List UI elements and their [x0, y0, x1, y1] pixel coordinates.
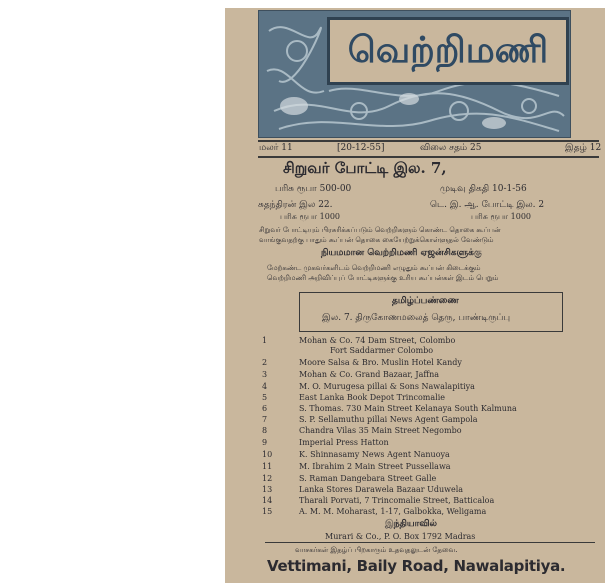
agent-entry: K. Shinnasamy News Agent Nanuoya: [299, 450, 450, 459]
agent-number: 3: [262, 370, 268, 379]
agent-number: 9: [262, 438, 268, 447]
contest-right: டெ. இ. ஆ. போட்டி இல. 2: [430, 200, 545, 210]
agent-number: 15: [262, 507, 273, 516]
agent-entry: M. O. Murugesa pillai & Sons Nawalapitiya: [299, 382, 475, 391]
agency-heading: நியமமான வெற்றிமணி ஏஜன்சிகளுக்கு: [321, 248, 482, 258]
agent-entry: Moore Salsa & Bro. Muslin Hotel Kandy: [299, 358, 462, 367]
agent-entry: Fort Saddarmer Colombo: [330, 346, 434, 355]
head-agent-box: [299, 292, 563, 332]
agent-number: 6: [262, 404, 268, 413]
agent-number: 11: [262, 462, 273, 471]
agent-entry: S. P. Sellamuthu pillai News Agent Gampola: [299, 415, 478, 424]
agent-number: 2: [262, 358, 268, 367]
agent-entry: S. Raman Dangebara Street Galle: [299, 474, 437, 483]
agent-entry: Mohan & Co. 74 Dam Street, Colombo: [299, 336, 456, 345]
notice-line: வாங்குவதற்கு பாதும் கூப்பன் தொகை கையேற்றுக்கொள்ளுதல் வேண்டும்: [259, 236, 494, 244]
agent-entry: S. Thomas. 730 Main Street Kelanaya South Kalmuna: [299, 404, 517, 413]
agent-entry: Lanka Stores Darawela Bazaar Uduwela: [299, 485, 464, 494]
agent-number: 4: [262, 382, 268, 391]
head-agent-address: இல. 7. திருகோணமலைத் தெரு, பாண்டிருப்பு: [322, 313, 511, 323]
agent-entry: Mohan & Co. Grand Bazaar, Jaffna: [299, 370, 439, 379]
agent-entry: A. M. M. Moharast, 1-17, Galbokka, Weligama: [299, 507, 487, 516]
notice-line: சிறுவர் போட்டியும் பிரசுரிக்கப்படும் வெற்றிகளும் கொண்ட தொகை கூப்பன்: [259, 226, 501, 234]
magazine-page: [225, 8, 605, 583]
india-agent: Murari & Co., P. O. Box 1792 Madras: [325, 532, 476, 541]
agent-number: 10: [262, 450, 273, 459]
masthead-banner: [258, 10, 571, 138]
divider: [258, 156, 599, 158]
india-heading: இந்தியாவில்: [385, 519, 438, 529]
publisher-address: Vettimani, Baily Road, Nawalapitiya.: [267, 557, 566, 575]
agent-entry: East Lanka Book Depot Trincomalie: [299, 393, 445, 402]
issue-number: இதழ் 12: [565, 143, 602, 153]
contest-left: சுதந்திரன் இல 22.: [258, 200, 333, 210]
head-agent-name: தமிழ்ப்பண்ணை: [392, 296, 459, 306]
closing-date: முடிவு திகதி 10-1-56: [440, 184, 527, 194]
divider: [265, 542, 595, 543]
agent-number: 8: [262, 426, 268, 435]
divider: [258, 140, 599, 142]
prize-amount: பரிசு ரூபா 500-00: [275, 184, 352, 194]
prize-left: பரிசு ரூபா 1000: [280, 212, 341, 221]
footer-note: வாசகர்கள் இதழ்ப் பிறகாரும் உதவுதலுடன் தேவை.: [295, 546, 458, 554]
prize-right: பரிசு ரூபா 1000: [471, 212, 532, 221]
sub-line: வெற்றிமணி அறிவிப்புப் போட்டிகளுக்கு உரிய கூப்பன்கள் இடம் பெறும்: [267, 274, 499, 282]
agent-number: 7: [262, 415, 268, 424]
agent-number: 14: [262, 496, 273, 505]
agent-number: 5: [262, 393, 268, 402]
price-label: விலை சதம் 25: [420, 143, 482, 153]
volume-label: மலர் 11: [259, 143, 293, 153]
contest-title: சிறுவர் போட்டி இல. 7,: [283, 159, 447, 177]
agent-entry: Imperial Press Hatton: [299, 438, 389, 447]
issue-date: [20-12-55]: [337, 143, 385, 153]
agent-entry: M. Ibrahim 2 Main Street Pussellawa: [299, 462, 451, 471]
agent-number: 13: [262, 485, 273, 494]
agent-entry: Chandra Vilas 35 Main Street Negombo: [299, 426, 462, 435]
magazine-title: வெற்றிமணி: [327, 17, 569, 85]
agent-entry: Tharali Porvati, 7 Trincomalie Street, Batticaloa: [299, 496, 495, 505]
sub-line: மேற்கண்ட முகவர்களிடம் வெற்றிமணி எழுதும் கூப்பன் கிடைக்கும்: [267, 264, 481, 272]
agent-number: 12: [262, 474, 273, 483]
agent-number: 1: [262, 336, 268, 345]
